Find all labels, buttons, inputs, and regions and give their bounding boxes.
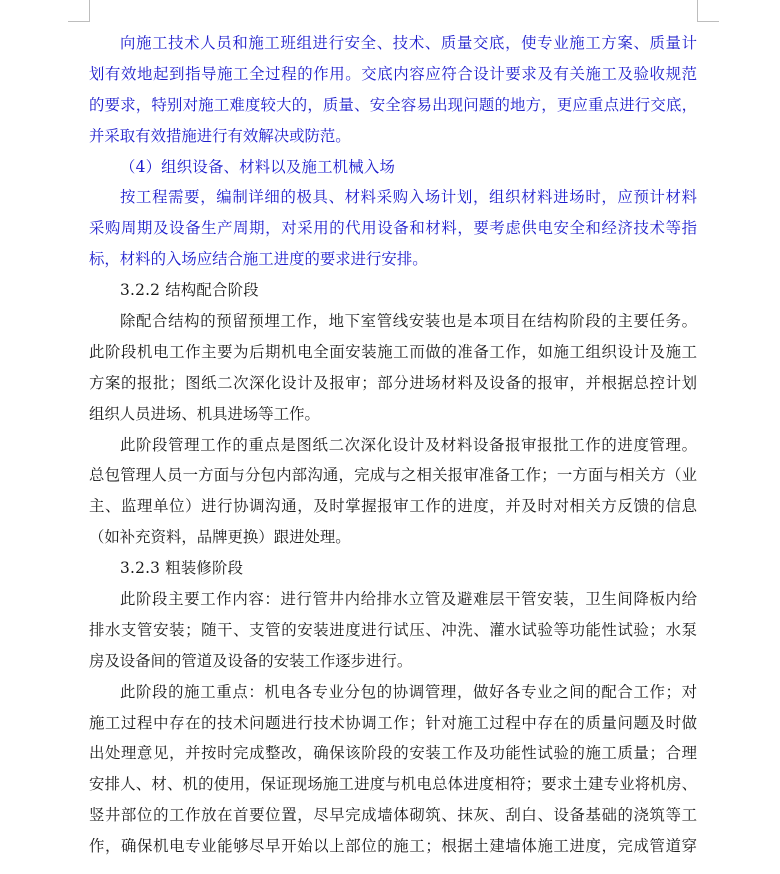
text-line: 此阶段机电工作主要为后期机电全面安装施工而做的准备工作，如施工组织设计及施工 xyxy=(89,342,697,361)
text-line: 此阶段的施工重点：机电各专业分包的协调管理，做好各专业之间的配合工作；对 xyxy=(120,682,697,701)
text-line: 竖井部位的工作放在首要位置，尽早完成墙体砌筑、抹灰、刮白、设备基础的浇筑等工 xyxy=(89,806,697,825)
text-line: 并采取有效措施进行有效解决或防范。 xyxy=(89,126,351,145)
text-line: 此阶段管理工作的重点是图纸二次深化设计及材料设备报审报批工作的进度管理。 xyxy=(120,435,697,454)
text-line: 方案的报批；图纸二次深化设计及报审；部分进场材料及设备的报审，并根据总控计划 xyxy=(89,373,697,392)
crop-mark-top-left xyxy=(89,0,90,22)
section-heading-equipment: （4）组织设备、材料以及施工机械入场 xyxy=(120,157,396,176)
text-line: 组织人员进场、机具进场等工作。 xyxy=(89,404,320,423)
paragraph-323-a xyxy=(89,584,697,677)
text-line: 作，确保机电专业能够尽早开始以上部位的施工；根据土建墙体施工进度，完成管道穿 xyxy=(89,837,697,856)
paragraph-briefing xyxy=(89,28,697,152)
text-line: 的要求，特别对施工难度较大的，质量、安全容易出现问题的地方，更应重点进行交底， xyxy=(89,95,697,114)
paragraph-equipment xyxy=(89,182,697,275)
crop-mark-top-left xyxy=(68,21,90,22)
text-line: 标，材料的入场应结合施工进度的要求进行安排。 xyxy=(89,250,428,269)
paragraph-322-b xyxy=(89,430,697,554)
text-line: 采购周期及设备生产周期，对采用的代用设备和材料，要考虑供电安全和经济技术等指 xyxy=(89,219,697,238)
text-line: 主、监理单位）进行协调沟通，及时掌握报审工作的进度，并及时对相关方反馈的信息 xyxy=(89,497,697,516)
section-heading-322: 3.2.2 结构配合阶段 xyxy=(120,281,259,300)
text-line: （如补充资料，品牌更换）跟进处理。 xyxy=(89,528,351,547)
section-heading-323: 3.2.3 粗装修阶段 xyxy=(120,559,244,578)
text-line: 划有效地起到指导施工全过程的作用。交底内容应符合设计要求及有关施工及验收规范 xyxy=(89,64,697,83)
text-line: 按工程需要，编制详细的极具、材料采购入场计划，组织材料进场时，应预计材料 xyxy=(120,188,697,207)
text-line: 总包管理人员一方面与分包内部沟通，完成与之相关报审准备工作；一方面与相关方（业 xyxy=(89,466,697,485)
paragraph-322-a xyxy=(89,306,697,430)
crop-mark-top-right xyxy=(697,21,719,22)
paragraph-323-b xyxy=(89,677,697,862)
text-line: 向施工技术人员和施工班组进行安全、技术、质量交底，使专业施工方案、质量计 xyxy=(120,34,697,52)
document-body xyxy=(89,28,697,862)
text-line: 施工过程中存在的技术问题进行技术协调工作；针对施工过程中存在的质量问题及时做 xyxy=(89,713,697,732)
text-line: 此阶段主要工作内容：进行管井内给排水立管及避难层干管安装，卫生间降板内给 xyxy=(120,590,697,609)
text-line: 安排人、材、机的使用，保证现场施工进度与机电总体进度相符；要求土建专业将机房、 xyxy=(89,775,697,794)
crop-mark-top-right xyxy=(697,0,698,22)
text-line: 排水支管安装；随干、支管的安装进度进行试压、冲洗、灌水试验等功能性试验；水泵 xyxy=(89,620,697,639)
text-line: 出处理意见，并按时完成整改，确保该阶段的安装工作及功能性试验的施工质量；合理 xyxy=(89,744,697,763)
text-line: 除配合结构的预留预埋工作，地下室管线安装也是本项目在结构阶段的主要任务。 xyxy=(120,312,697,331)
text-line: 房及设备间的管道及设备的安装工作逐步进行。 xyxy=(89,651,413,670)
